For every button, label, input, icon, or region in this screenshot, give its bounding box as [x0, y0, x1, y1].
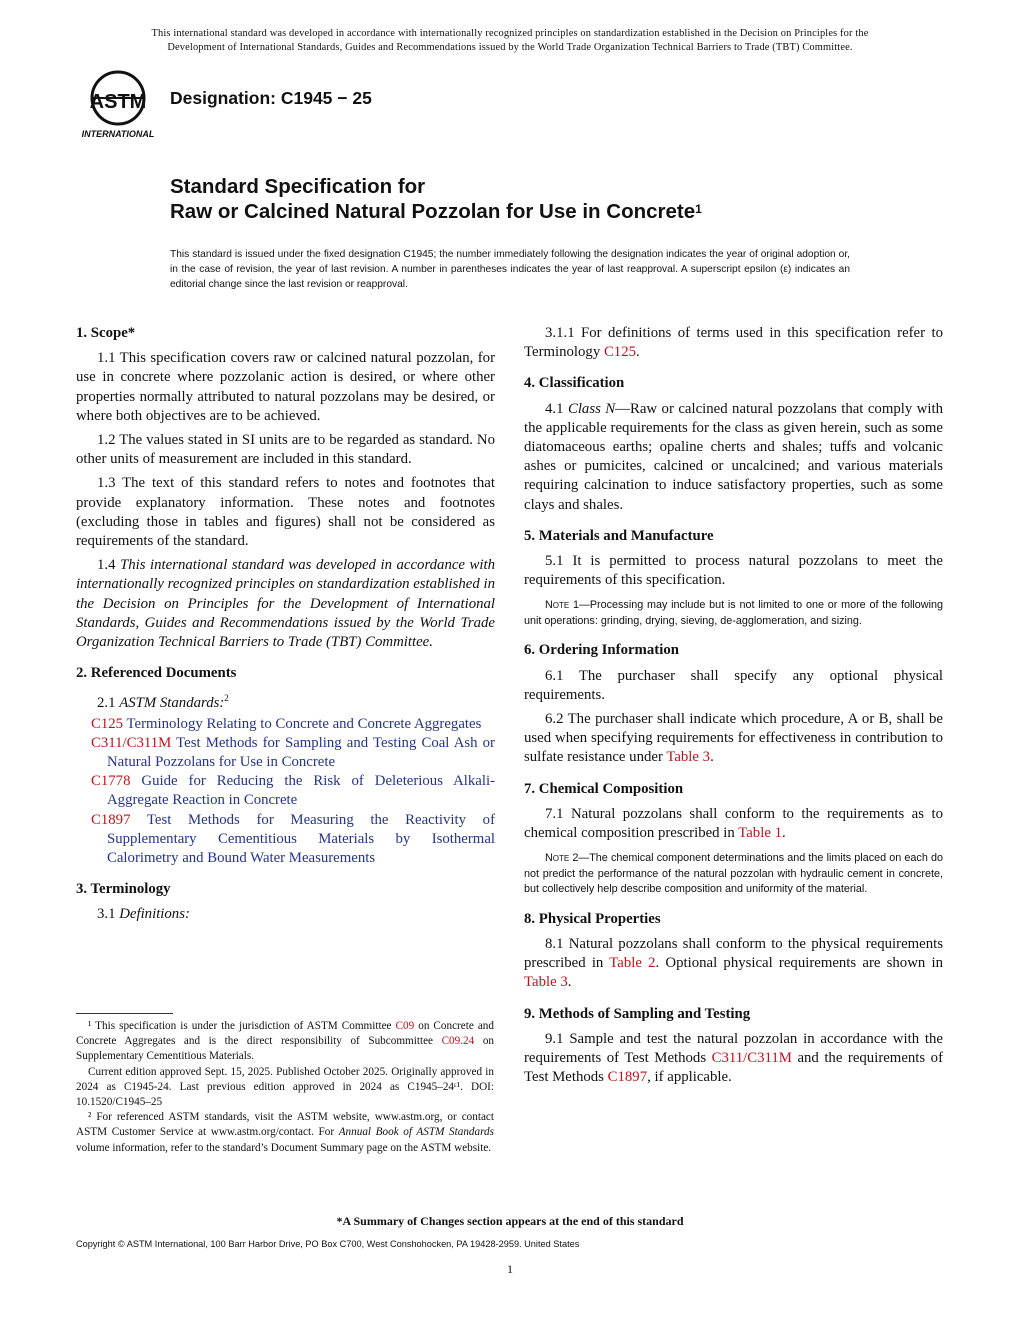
title-line2-text: Raw or Calcined Natural Pozzolan for Use in Concrete	[170, 200, 696, 223]
ref-c1778-link[interactable]: C1778	[91, 773, 131, 790]
subcommittee-c0924-link[interactable]: C09.24	[441, 1035, 475, 1048]
ref-c311-title[interactable]: Test Methods for Sampling and Testing Coal Ash or Natural Pozzolans for Use in Concrete	[107, 734, 495, 770]
para-1-3: 1.3 The text of this standard refers to notes and footnotes that provide explanatory information. These notes and footnotes (excluding those in tables and figures) shall not be considered as requirements of the standard.	[76, 475, 495, 550]
note-1-label: Note 1	[545, 599, 580, 612]
footnotes	[76, 1019, 494, 1156]
footnote-2-text-b: volume information, refer to the standard’s Document Summary page on the ASTM website.	[76, 1141, 492, 1154]
footnote-1-text-a: ¹ This specification is under the jurisdiction of ASTM Committee	[88, 1020, 392, 1032]
para-6-2: 6.2 The purchaser shall indicate which procedure, A or B, shall be used when specifying requirements for effectiveness in contribution to sulfate resistance under Table 3.	[524, 711, 943, 766]
table-2-link[interactable]: Table 2	[609, 955, 656, 972]
note-2-label: Note 2	[545, 852, 579, 865]
committee-c09-link[interactable]: C09	[395, 1020, 415, 1032]
ref-c311	[76, 734, 495, 772]
para-1-2: 1.2 The values stated in SI units are to be regarded as standard. No other units of measurement are included in this standard.	[76, 432, 495, 468]
para-9-1	[524, 1030, 943, 1088]
para-1-4-number: 1.4	[97, 557, 116, 574]
ref-c1778-title[interactable]: Guide for Reducing the Risk of Deleterious Alkali-Aggregate Reaction in Concrete	[107, 773, 496, 809]
footnote-2-text-a: ² For referenced ASTM standards, visit the ASTM website, www.astm.org, or contact ASTM Customer Service at www.astm.org/contact. For	[76, 1111, 494, 1139]
para-1-4	[76, 556, 495, 652]
title-footnote-ref[interactable]: 1	[695, 202, 702, 216]
section-1-heading: 1. Scope*	[76, 325, 136, 341]
logo-subtext: INTERNATIONAL	[81, 129, 155, 139]
section-7-heading: 7. Chemical Composition	[524, 780, 684, 797]
footnote-1-text-c: on Supplementary Cementitious Materials.	[76, 1035, 495, 1063]
para-3-1-number: 3.1	[97, 906, 116, 923]
table-3-link[interactable]: Table 3	[666, 749, 711, 766]
c1897-link[interactable]: C1897	[607, 1069, 648, 1086]
note-1-text: —Processing may include but is not limited to one or more of the following unit operations: grinding, drying, sieving, de-agglomeration, and sizing.	[524, 599, 943, 627]
c311-link[interactable]: C311/C311M	[711, 1049, 792, 1066]
astm-logo	[76, 70, 160, 142]
top-notice-line2: Development of International Standards, Guides and Recommendations issued by the World Trade Organization Technical Barriers to Trade (TBT) Committee.	[167, 41, 853, 53]
para-3-1-1: 3.1.1 For definitions of terms used in this specification refer to Terminology C125.	[524, 325, 943, 361]
footnote-divider	[76, 1013, 173, 1014]
para-9-1-text-a: 9.1 Sample and test the natural pozzolan in accordance with the requirements of Test Methods	[524, 1030, 943, 1066]
footnote-2	[76, 1110, 494, 1156]
right-column	[524, 324, 943, 1087]
para-8-1-text-a: 8.1 Natural pozzolans shall conform to the physical requirements prescribed in	[524, 935, 943, 972]
note-2-text: —The chemical component determinations and the limits placed on each do not predict the performance of the natural pozzolan with hydraulic cement in concrete, but collectively help describe composition and uniformity of the material.	[524, 852, 943, 896]
footnote-2-ref[interactable]: 2	[224, 693, 229, 704]
para-4-1-text: —Raw or calcined natural pozzolans that comply with the applicable requirements for the class as given herein, such as some diatomaceous earths; opaline cherts and shales; tuffs and volcanic ashes or pumicites, calcined or uncalcined; and various materials requiring calcination to induce satisfactory properties, such as some clays and shales.	[524, 400, 943, 513]
section-9-heading: 9. Methods of Sampling and Testing	[524, 1005, 751, 1022]
para-9-1-text-b: and the requirements of Test Methods	[524, 1049, 943, 1086]
section-8-heading: 8. Physical Properties	[524, 910, 661, 927]
footnote-1-text-b: on Concrete and Concrete Aggregates and is the direct responsibility of Subcommittee	[76, 1020, 494, 1048]
section-3-heading: 3. Terminology	[76, 881, 171, 898]
table-1-link[interactable]: Table 1	[738, 825, 782, 842]
ref-c125	[76, 715, 495, 734]
para-7-1: 7.1 Natural pozzolans shall conform to the requirements as to chemical composition prescribed in Table 1.	[524, 805, 943, 842]
section-6-heading: 6. Ordering Information	[524, 642, 679, 659]
logo-letters: ASTM	[89, 91, 147, 113]
ref-c125-title[interactable]: Terminology Relating to Concrete and Concrete Aggregates	[126, 715, 482, 732]
footnote-1	[76, 1019, 494, 1065]
para-4-1-number: 4.1	[545, 400, 564, 417]
para-7-1-text: 7.1 Natural pozzolans shall conform to the requirements as to chemical composition prescribed in	[524, 805, 943, 842]
para-4-1	[524, 400, 943, 515]
para-2-1	[76, 689, 495, 713]
para-2-1-number: 2.1	[97, 695, 116, 712]
footnote-1-edition: Current edition approved Sept. 15, 2025. Published October 2025. Originally approved in 2024 as C1945-24. Last previous edition approved in 2024 as C1945–24ᵋ¹. DOI: 10.1520/C1945–25	[76, 1065, 494, 1109]
section-4-heading: 4. Classification	[524, 375, 625, 392]
left-column	[76, 324, 495, 925]
para-8-1-text-b: . Optional physical requirements are shown in	[655, 955, 943, 972]
class-n-term: Class N	[567, 400, 616, 417]
para-8-1: 8.1 Natural pozzolans shall conform to the physical requirements prescribed in Table 2. Optional physical requirements are shown in Table 3.	[524, 935, 943, 991]
note-1	[524, 598, 943, 629]
footnote-2-italic: Annual Book of ASTM Standards	[338, 1126, 494, 1139]
c125-link[interactable]: C125	[603, 344, 637, 361]
title-line1: Standard Specification for	[170, 175, 426, 198]
ref-c125-link[interactable]: C125	[91, 715, 124, 732]
top-notice	[68, 27, 952, 54]
ref-c1897	[76, 811, 495, 869]
para-1-4-text: This international standard was developed in accordance with internationally recognized principles on standardization established in the Decision on Principles for the Development of International Standards, Guides and Recommendations issued by the World Trade Organization Technical Barriers to Trade (TBT) Committee.	[76, 557, 495, 651]
para-2-1-text: ASTM Standards:	[119, 695, 225, 712]
ref-c1778	[76, 772, 495, 810]
top-notice-line1: This international standard was developed in accordance with internationally recognized principles on standardization established in the Decision on Principles for the	[151, 28, 869, 39]
ref-c311-link[interactable]: C311/C311M	[91, 734, 172, 751]
document-title	[170, 174, 702, 224]
designation: Designation: C1945 − 25	[170, 88, 372, 108]
astm-logo-icon	[76, 70, 160, 142]
para-5-1: 5.1 It is permitted to process natural pozzolans to meet the requirements of this specification.	[524, 553, 943, 589]
ref-c1897-link[interactable]: C1897	[91, 811, 131, 828]
title-line2	[170, 199, 702, 224]
copyright: Copyright © ASTM International, 100 Barr Harbor Drive, PO Box C700, West Conshohocken, PA 19428-2959. United States	[76, 1239, 580, 1249]
page-number: 1	[507, 1262, 513, 1276]
note-2	[524, 851, 943, 898]
ref-c1897-title[interactable]: Test Methods for Measuring the Reactivity of Supplementary Cementitious Materials by Isothermal Calorimetry and Bound Water Measurements	[107, 811, 495, 866]
summary-of-changes-note: *A Summary of Changes section appears at the end of this standard	[336, 1214, 684, 1228]
issuance-statement: This standard is issued under the fixed designation C1945; the number immediately following the designation indicates the year of original adoption or, in the case of revision, the year of last revision. A number in parentheses indicates the year of last reapproval. A superscript epsilon (ε) indicates an editorial change since the last revision or reapproval.	[170, 249, 850, 290]
para-9-1-text-c: , if applicable.	[647, 1069, 732, 1086]
section-5-heading: 5. Materials and Manufacture	[524, 527, 714, 544]
table-3-link-2[interactable]: Table 3	[524, 974, 568, 991]
para-6-1: 6.1 The purchaser shall specify any optional physical requirements.	[524, 667, 943, 703]
para-6-2-text: 6.2 The purchaser shall indicate which procedure, A or B, shall be used when specifying requirements for effectiveness in contribution to sulfate resistance under	[524, 711, 943, 766]
para-3-1	[76, 905, 495, 924]
para-1-1: 1.1 This specification covers raw or calcined natural pozzolan, for use in concrete where pozzolanic action is desired, or where other properties normally attributed to natural pozzolans may be desired, or where both objectives are to be achieved.	[76, 350, 495, 424]
para-3-1-text: Definitions:	[119, 906, 190, 923]
section-2-heading: 2. Referenced Documents	[76, 665, 237, 682]
para-3-1-1-text: 3.1.1 For definitions of terms used in this specification refer to Terminology	[524, 325, 943, 361]
